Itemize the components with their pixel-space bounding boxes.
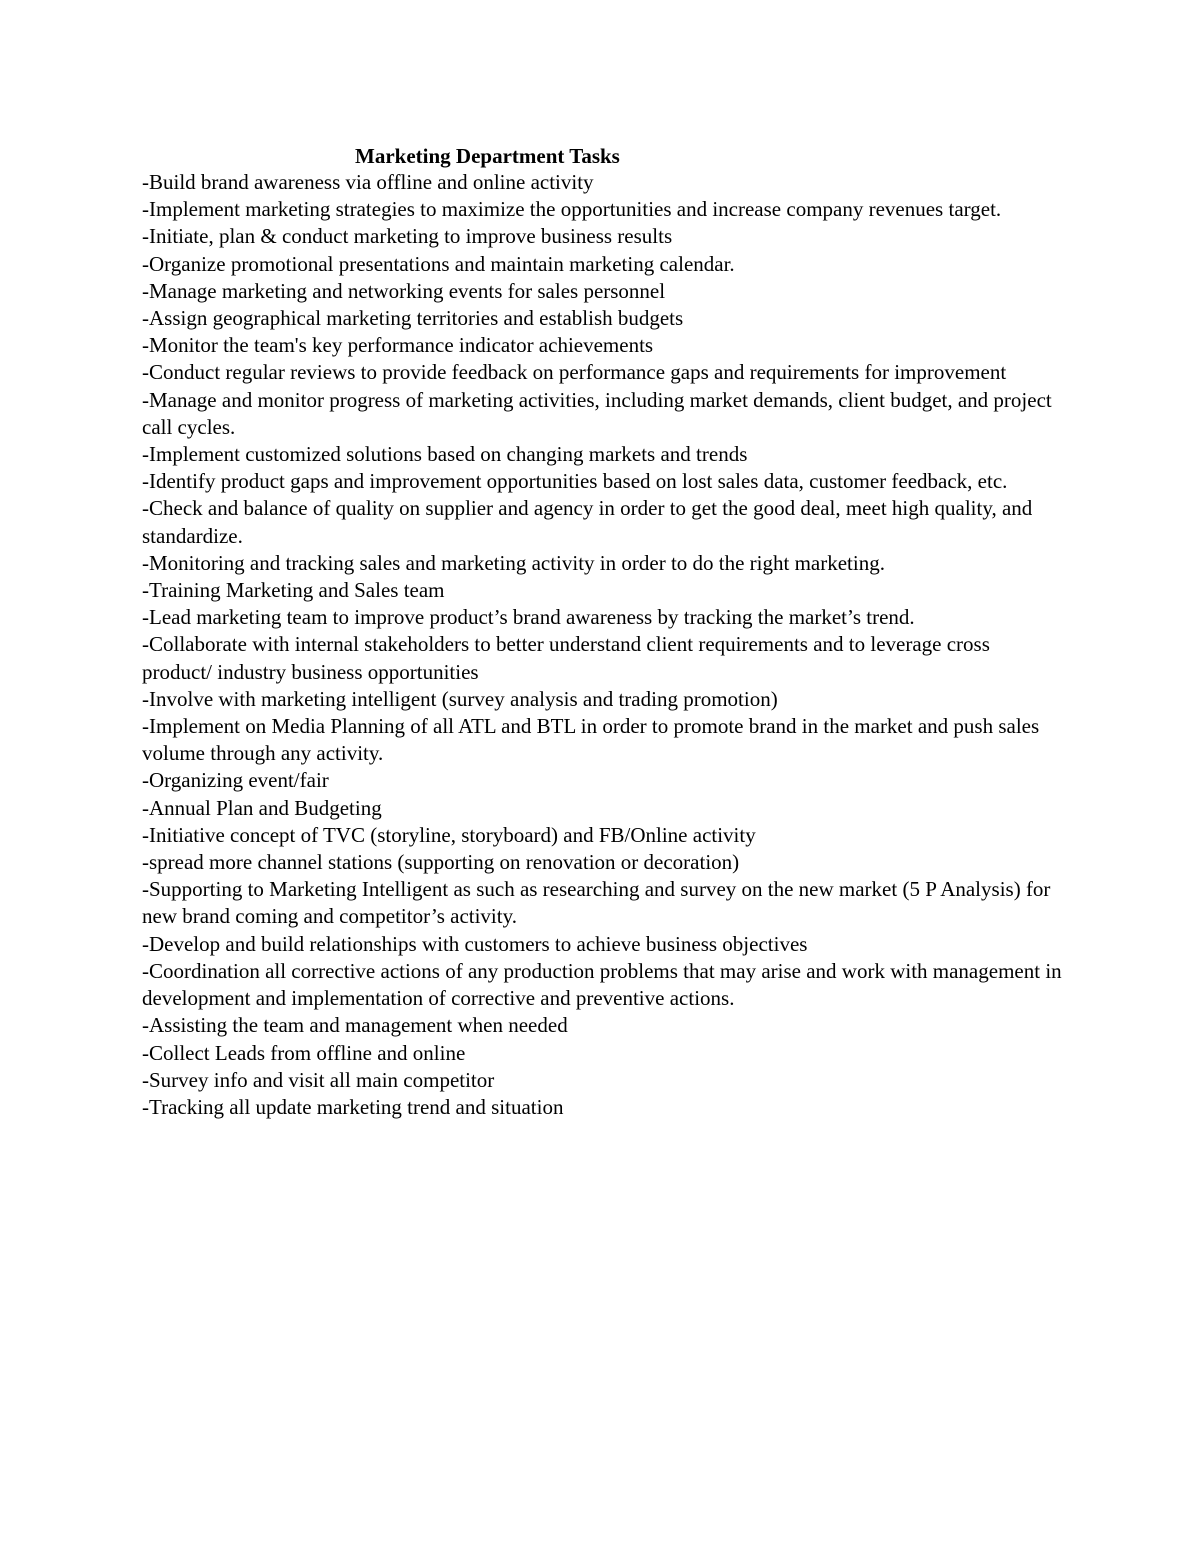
task-item: -Implement customized solutions based on changing markets and trends (142, 442, 748, 467)
task-item: -Check and balance of quality on supplier and agency in order to get the good deal, meet high quality, and standardize. (142, 496, 1033, 548)
task-item: -Implement on Media Planning of all ATL and BTL in order to promote brand in the market and push sales volume through any activity. (142, 714, 1040, 766)
task-item: -Survey info and visit all main competitor (142, 1067, 495, 1092)
task-item: -Collaborate with internal stakeholders to better understand client requirements and to leverage cross product/ industry business opportunities (142, 632, 990, 684)
task-item: -Manage and monitor progress of marketing activities, including market demands, client budget, and project call cycles. (142, 387, 1052, 439)
task-item: -Annual Plan and Budgeting (142, 795, 382, 820)
task-item: -Monitoring and tracking sales and marketing activity in order to do the right marketing. (142, 550, 885, 575)
task-item: -Organize promotional presentations and maintain marketing calendar. (142, 251, 735, 276)
task-item: -Coordination all corrective actions of any production problems that may arise and work with management in development and implementation of corrective and preventive actions. (142, 958, 1062, 1011)
task-item: -Training Marketing and Sales team (142, 578, 445, 603)
task-item: -Assign geographical marketing territories and establish budgets (142, 306, 684, 331)
task-item: -Initiative concept of TVC (storyline, storyboard) and FB/Online activity (142, 822, 756, 847)
task-list (142, 169, 1062, 1121)
task-item: -Conduct regular reviews to provide feedback on performance gaps and requirements for improvement (142, 360, 1007, 385)
task-item: -Build brand awareness via offline and online activity (142, 170, 594, 194)
task-item: -Implement marketing strategies to maximize the opportunities and increase company revenues target. (142, 197, 1002, 222)
task-item: -Involve with marketing intelligent (survey analysis and trading promotion) (142, 686, 778, 711)
task-item: -Initiate, plan & conduct marketing to improve business results (142, 224, 673, 249)
task-item: -Manage marketing and networking events for sales personnel (142, 278, 666, 303)
task-item: -Assisting the team and management when needed (142, 1013, 568, 1038)
task-item: -Organizing event/fair (142, 768, 329, 793)
task-item: -spread more channel stations (supporting on renovation or decoration) (142, 850, 740, 875)
task-item: -Monitor the team's key performance indicator achievements (142, 333, 654, 358)
task-item: -Lead marketing team to improve product’s brand awareness by tracking the market’s trend. (142, 605, 915, 630)
task-item: -Tracking all update marketing trend and situation (142, 1094, 564, 1119)
task-item: -Collect Leads from offline and online (142, 1040, 466, 1065)
task-item: -Develop and build relationships with customers to achieve business objectives (142, 931, 808, 956)
task-item: -Supporting to Marketing Intelligent as such as researching and survey on the new market (5 P Analysis) for new brand coming and competitor’s activity. (142, 877, 1051, 929)
document-title: Marketing Department Tasks (355, 144, 620, 168)
task-item: -Identify product gaps and improvement opportunities based on lost sales data, customer feedback, etc. (142, 469, 1008, 494)
